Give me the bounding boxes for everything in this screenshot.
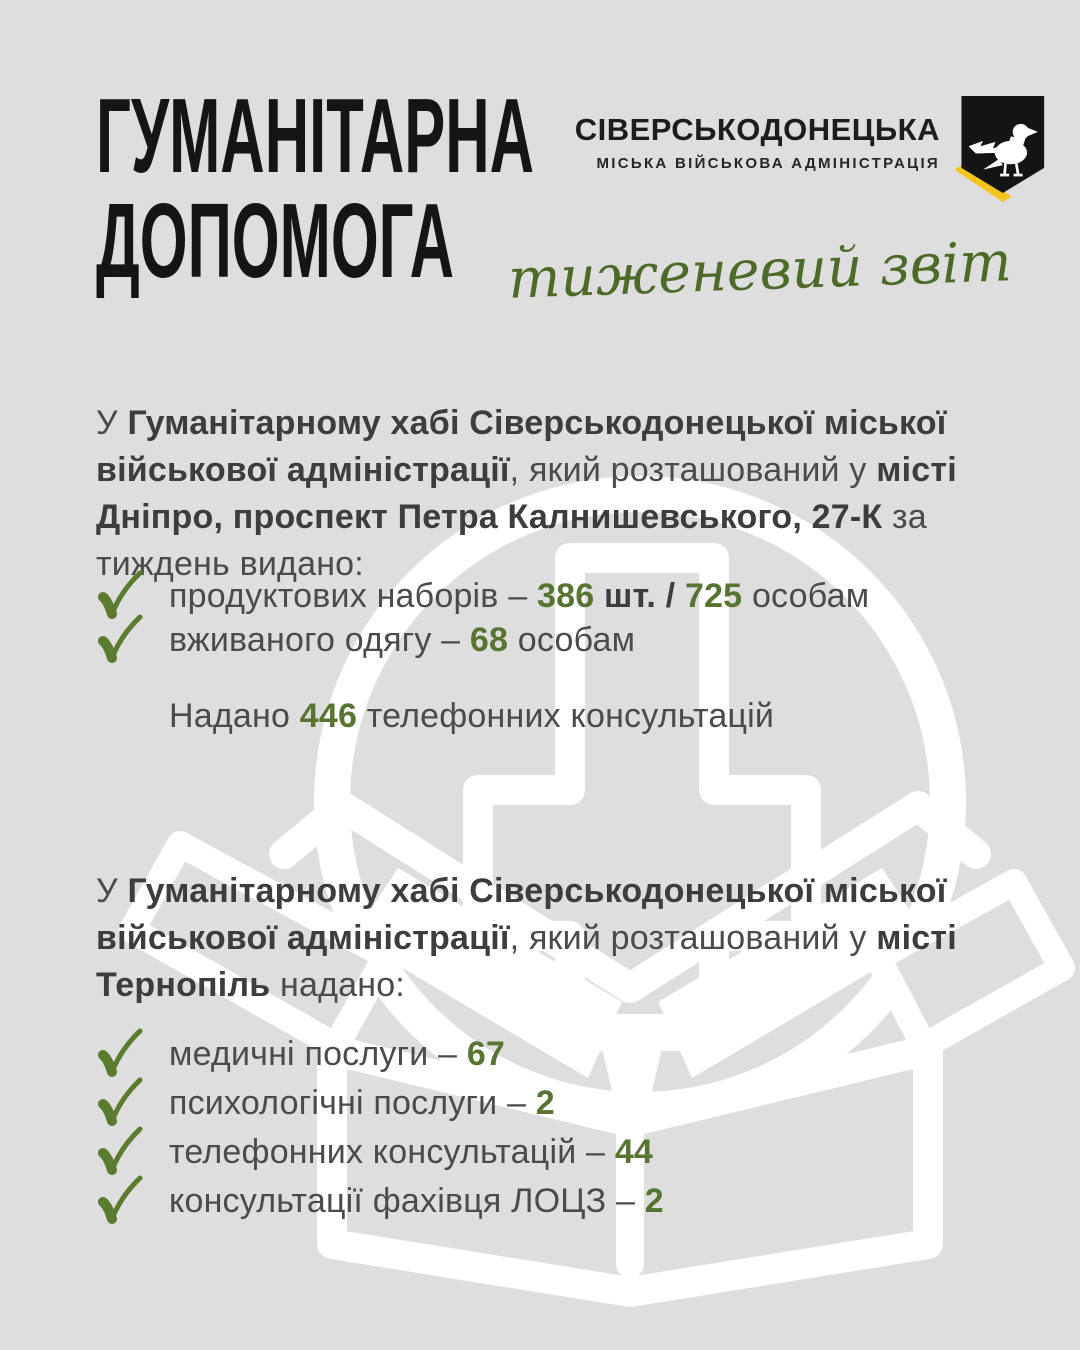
section-2-intro: У Гуманітарному хабі Сіверськодонецької міської військової адміністрації, який розташований у місті Тернопіль надано:	[96, 872, 957, 1004]
dove-shield-emblem-icon	[952, 96, 1050, 202]
org-name: СІВЕРСЬКОДОНЕЦЬКА	[574, 112, 940, 147]
section-1-note: Надано 446 телефонних консультацій	[169, 697, 775, 735]
check-icon	[96, 1077, 144, 1129]
list-item-text: медичні послуги – 67	[169, 1035, 506, 1073]
check-icon	[96, 1126, 144, 1178]
section-2-checklist	[96, 1032, 1016, 1228]
org-subtitle: МІСЬКА ВІЙСЬКОВА АДМІНІСТРАЦІЯ	[596, 155, 940, 172]
list-item-text: телефонних консультацій – 44	[169, 1133, 654, 1171]
list-item	[96, 1179, 1016, 1223]
check-icon	[96, 1028, 144, 1080]
check-icon	[96, 614, 144, 666]
handwritten-note: тиженевий звіт	[507, 229, 1013, 311]
list-item	[96, 1130, 1016, 1174]
list-item-text: консультації фахівця ЛОЦЗ – 2	[169, 1182, 664, 1220]
list-item	[96, 618, 1016, 662]
list-item-text: продуктових наборів – 386 шт. / 725 особам	[169, 577, 870, 615]
org-logo-text	[575, 112, 940, 172]
list-item	[96, 1032, 1016, 1076]
list-item	[96, 574, 1016, 618]
list-item-text: психологічні послуги – 2	[169, 1084, 555, 1122]
org-logo	[575, 96, 1050, 202]
check-icon	[96, 1175, 144, 1227]
list-item-text: вживаного одягу – 68 особам	[169, 621, 636, 659]
page-title-line1: ГУМАНІТАРНА	[96, 77, 535, 195]
list-item	[96, 1081, 1016, 1125]
page-title	[96, 77, 535, 300]
page-title-line2: ДОПОМОГА	[96, 182, 455, 300]
section-1-intro: У Гуманітарному хабі Сіверськодонецької міської військової адміністрації, який розташований у місті Дніпро, проспект Петра Калнишевського, 27-К за тиждень видано:	[96, 404, 957, 583]
section-1-checklist	[96, 574, 1016, 662]
